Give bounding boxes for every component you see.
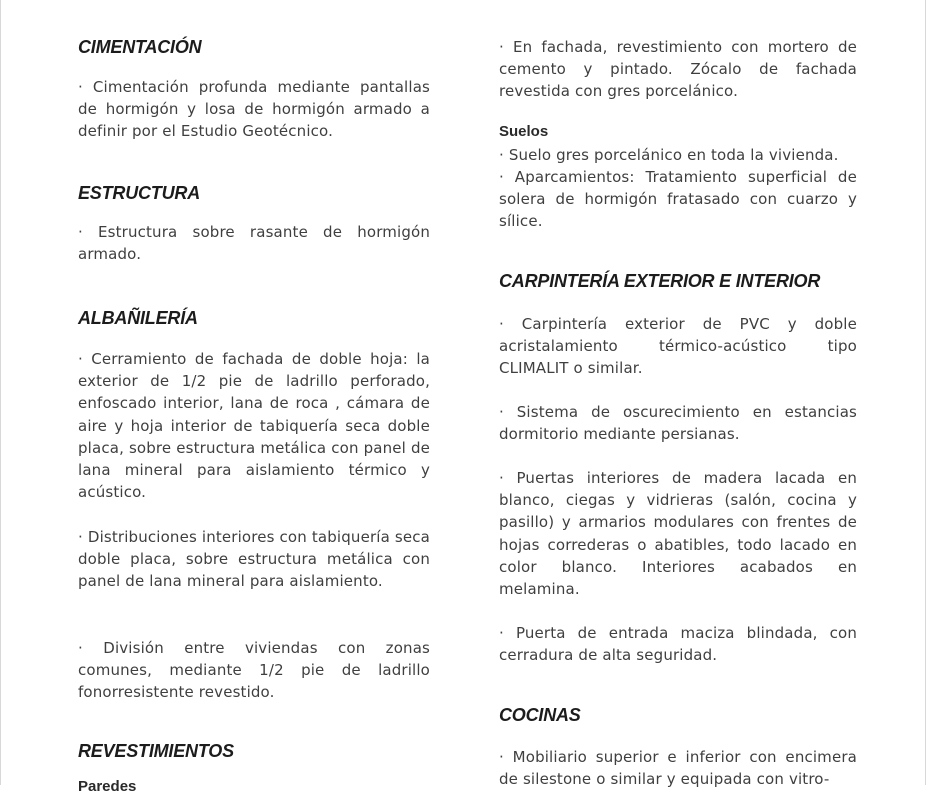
estructura-text: · Estructura sobre rasante de hormigón armado. — [78, 223, 430, 264]
page-edge-right — [925, 0, 926, 785]
carpinteria-item-oscurecimiento: · Sistema de oscurecimiento en estancias dormitorio mediante persianas. — [499, 403, 857, 444]
heading-estructura: ESTRUCTURA — [78, 183, 200, 203]
carpinteria-item-puertas-interiores: · Puertas interiores de madera lacada en blanco, ciegas y vidrieras (salón, cocina y pasillo) y armarios modulares con frentes de hojas correderas o abatibles, todo lacado en color blanco. Interiores acabados en melamina. — [499, 469, 857, 599]
page-edge-left — [0, 0, 1, 785]
suelos-item-aparcamientos: · Aparcamientos: Tratamiento superficial de solera de hormigón fratasado con cuarzo y sílice. — [499, 168, 857, 231]
albanileria-item-division: · División entre viviendas con zonas comunes, mediante 1/2 pie de ladrillo fonorresistente revestido. — [78, 639, 430, 702]
cimentacion-text: · Cimentación profunda mediante pantallas de hormigón y losa de hormigón armado a definir por el Estudio Geotécnico. — [78, 78, 430, 141]
fachada-revestimiento-text: · En fachada, revestimiento con mortero de cemento y pintado. Zócalo de fachada revestida con gres porcelánico. — [499, 38, 857, 101]
albanileria-item-distribuciones: · Distribuciones interiores con tabiquería seca doble placa, sobre estructura metálica con panel de lana mineral para aislamiento. — [78, 528, 430, 591]
subheading-suelos: Suelos — [499, 123, 549, 140]
carpinteria-item-puerta-entrada: · Puerta de entrada maciza blindada, con cerradura de alta seguridad. — [499, 624, 857, 665]
heading-revestimientos: REVESTIMIENTOS — [78, 741, 234, 761]
heading-carpinteria: CARPINTERÍA EXTERIOR E INTERIOR — [499, 271, 821, 291]
heading-cocinas: COCINAS — [499, 705, 581, 725]
albanileria-item-cerramiento: · Cerramiento de fachada de doble hoja: la exterior de 1/2 pie de ladrillo perforado, enfoscado interior, lana de roca , cámara de aire y hoja interior de tabiquería seca doble placa, sobre estructura metálica con panel de lana mineral para aislamiento térmico y acústico. — [78, 350, 430, 502]
heading-albanileria: ALBAÑILERÍA — [78, 308, 198, 328]
subheading-paredes: Paredes — [78, 778, 137, 795]
heading-cimentacion: CIMENTACIÓN — [78, 37, 202, 57]
cocinas-text: · Mobiliario superior e inferior con encimera de silestone o similar y equipada con vitro- — [499, 748, 857, 789]
carpinteria-item-exterior: · Carpintería exterior de PVC y doble acristalamiento térmico-acústico tipo CLIMALIT o similar. — [499, 315, 857, 378]
suelos-item-gres: · Suelo gres porcelánico en toda la vivienda. — [499, 146, 839, 164]
